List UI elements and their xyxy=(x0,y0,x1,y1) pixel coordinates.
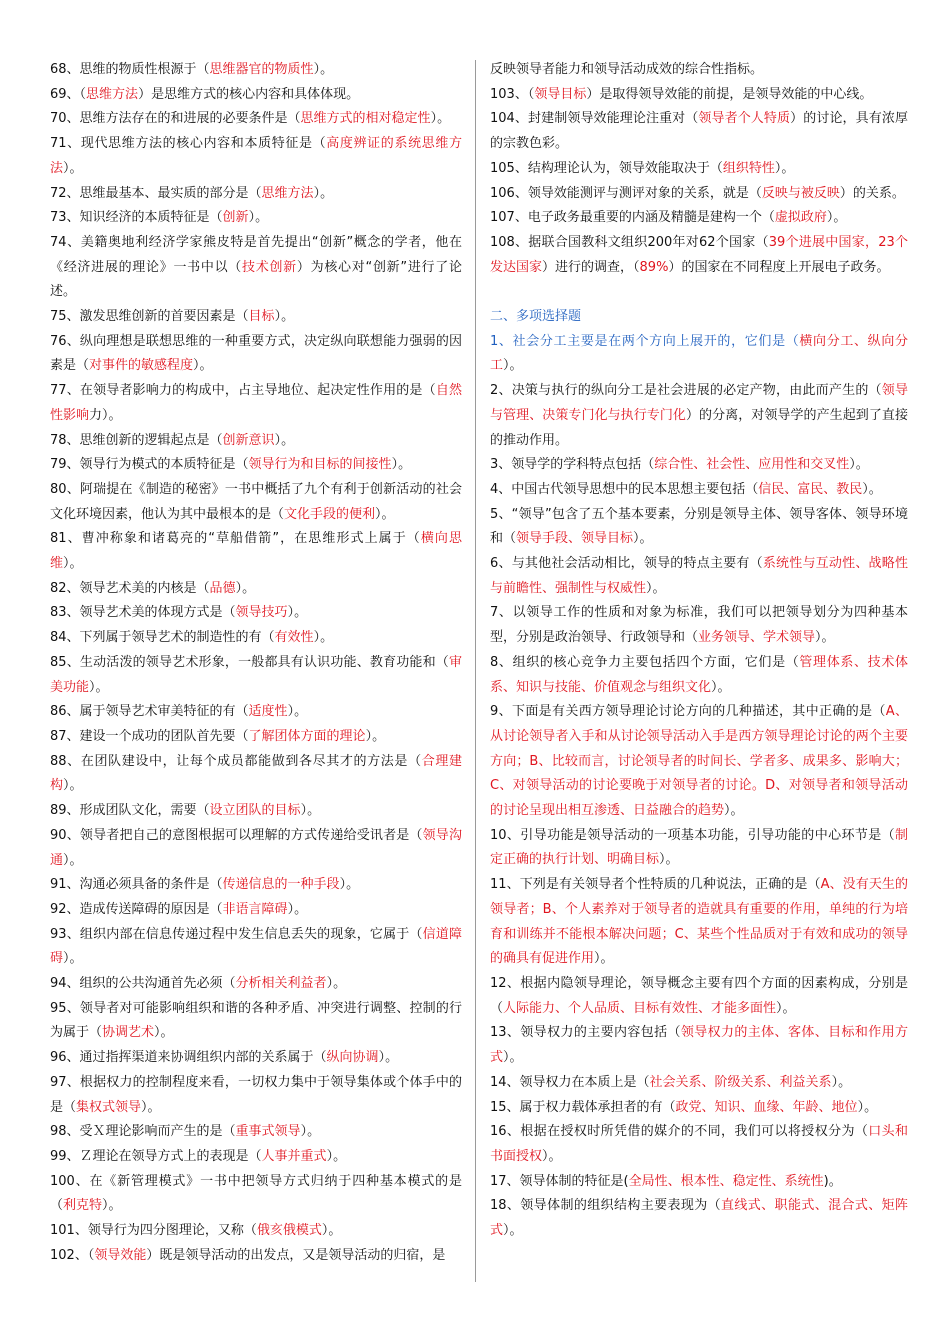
answer-text: 综合性、社会性、应用性和交叉性 xyxy=(654,457,850,473)
answer-text: 社会关系、阶级关系、利益关系 xyxy=(649,1074,832,1090)
question-item xyxy=(490,231,908,280)
answer-text: 横向分工、纵向分工 xyxy=(490,333,908,374)
question-item xyxy=(490,58,908,83)
question-item xyxy=(50,626,462,651)
question-text: ）。 xyxy=(102,1198,122,1214)
question-item xyxy=(490,107,908,156)
question-text: ）。 xyxy=(63,160,83,176)
answer-text: 虚拟政府 xyxy=(774,210,827,226)
question-text: ）。 xyxy=(235,580,256,596)
answer-text: 合理建构 xyxy=(50,753,462,794)
question-text: ）的分离，对领导学的产生起到了直接的推动作用。 xyxy=(490,407,908,448)
question-text: ）。 xyxy=(659,852,679,868)
question-text: ）。 xyxy=(430,111,451,127)
question-item xyxy=(490,1071,908,1096)
answer-text: 集权式领导 xyxy=(76,1099,142,1115)
answer-text: 分析相关利益者 xyxy=(235,976,327,992)
answer-text: 审美功能 xyxy=(50,654,462,695)
answer-text: 思维方法 xyxy=(86,86,139,102)
question-item xyxy=(50,923,462,972)
question-item xyxy=(50,725,462,750)
question-text: 106、领导效能测评与测评对象的关系，就是（ xyxy=(490,185,762,201)
answer-text: 思维器官的物质性 xyxy=(209,62,314,77)
question-text: ）。 xyxy=(300,803,321,819)
question-item xyxy=(50,132,462,181)
question-text: ）的讨论，具有浓厚的宗教色彩。 xyxy=(490,111,908,152)
question-item xyxy=(50,750,462,799)
question-text: ）的关系。 xyxy=(839,185,905,201)
question-text: ）。 xyxy=(633,531,653,547)
question-text: 18、领导体制的组织结构主要表现为（ xyxy=(490,1198,722,1214)
question-item xyxy=(50,1145,462,1170)
answer-text: 目标 xyxy=(248,309,275,325)
question-text: 89、形成团队文化，需要（ xyxy=(50,803,210,819)
question-item xyxy=(490,83,908,108)
question-item xyxy=(50,83,462,108)
question-text: 75、激发思维创新的首要因素是（ xyxy=(50,309,249,325)
question-text: ）为核心对“创新”进行了论述。 xyxy=(50,259,462,300)
question-item xyxy=(50,898,462,923)
question-item xyxy=(490,379,908,453)
answer-text: 组织特性 xyxy=(722,160,775,176)
question-text: 99、Ｚ理论在领导方式上的表现是（ xyxy=(50,1148,262,1164)
answer-text: 对事件的敏感程度 xyxy=(89,358,194,374)
question-text: 90、领导者把自己的意图根据可以理解的方式传递给受讯者是（ xyxy=(50,827,423,843)
answer-text: 全局性、根本性、稳定性、系统性 xyxy=(628,1173,824,1189)
question-text: 4、中国古代领导思想中的民本思想主要包括（ xyxy=(490,481,759,497)
question-text: ）是思维方式的核心内容和具体体现。 xyxy=(138,86,360,102)
question-text: 83、领导艺术美的体现方式是（ xyxy=(50,605,236,621)
answer-text: 89% xyxy=(639,259,669,275)
question-item xyxy=(490,651,908,700)
question-text: ）。 xyxy=(503,1223,523,1239)
question-text: 108、据联合国教科文组织200年对62个国家（ xyxy=(490,234,769,250)
question-item xyxy=(50,231,462,305)
question-item xyxy=(50,182,462,207)
question-text: ）。 xyxy=(724,803,744,819)
question-text: 68、思维的物质性根源于（ xyxy=(50,62,210,77)
question-text: 12、根据内隐领导理论，领导概念主要有四个方面的因素构成，分别是（ xyxy=(490,976,908,1016)
question-text: 93、组织内部在信息传递过程中发生信息丢失的现象，它属于（ xyxy=(50,926,423,942)
question-text: 77、在领导者影响力的构成中，占主导地位、起决定性作用的是（ xyxy=(50,383,436,399)
question-text: 74、美籍奥地利经济学家熊皮特是首先提出“创新”概念的学者，他在《经济进展的理论》一书中以（ xyxy=(50,234,462,275)
question-text: ）。 xyxy=(313,185,334,201)
answer-text: 设立团队的目标 xyxy=(209,803,301,819)
question-text: ）。 xyxy=(391,457,412,473)
question-text: 92、造成传送障碍的原因是（ xyxy=(50,901,223,917)
question-text: 73、知识经济的本质特征是（ xyxy=(50,210,223,226)
question-text: ）。 xyxy=(154,1025,174,1041)
question-item xyxy=(490,182,908,207)
answer-text: 非语言障碍 xyxy=(222,901,288,917)
question-text: 13、领导权力的主要内容包括（ xyxy=(490,1025,681,1041)
question-item xyxy=(50,799,462,824)
answer-text: 直线式、职能式、混合式、矩阵式 xyxy=(490,1198,908,1239)
multiple-choice-list xyxy=(490,330,908,1244)
question-item xyxy=(50,478,462,527)
question-item xyxy=(490,206,908,231)
question-text: 70、思维方法存在的和进展的必要条件是（ xyxy=(50,111,301,127)
question-text: 97、根据权力的控制程度来看，一切权力集中于领导集体或个体手中的是（ xyxy=(50,1074,462,1115)
question-item xyxy=(490,873,908,972)
question-item xyxy=(50,206,462,231)
question-text: ）。 xyxy=(63,951,83,967)
answer-text: 自然性影响 xyxy=(50,383,462,423)
question-text: 17、领导体制的特征是( xyxy=(490,1173,629,1189)
answer-text: 适度性 xyxy=(248,704,288,720)
question-text: 6、与其他社会活动相比，领导的特点主要有（ xyxy=(490,556,763,572)
question-text: 14、领导权力在本质上是（ xyxy=(490,1074,650,1090)
question-text: 104、封建制领导效能理论注重对（ xyxy=(490,111,699,127)
question-item xyxy=(490,1120,908,1169)
answer-text: 领导目标 xyxy=(534,86,587,102)
question-text: 8、组织的核心竞争力主要包括四个方面，它们是（ xyxy=(490,654,800,670)
answer-text: 利克特 xyxy=(63,1198,103,1214)
question-text: 86、属于领导艺术审美特征的有（ xyxy=(50,704,249,720)
answer-text: 重事式领导 xyxy=(235,1124,301,1140)
question-item xyxy=(50,1071,462,1120)
question-text: 11、下列是有关领导者个性特质的几种说法，正确的是（ xyxy=(490,877,821,893)
question-text: ）。 xyxy=(774,160,795,176)
answer-text: 创新 xyxy=(222,210,249,226)
answer-text: 有效性 xyxy=(274,630,314,646)
question-text: 103、（ xyxy=(490,86,535,102)
question-item xyxy=(490,330,908,379)
question-text: ）。 xyxy=(193,358,213,374)
question-text: ）。 xyxy=(503,1050,523,1066)
question-item xyxy=(50,972,462,997)
answer-text: A、没有天生的领导者；B、个人素养对于领导者的造就具有重要的作用，单纯的行为培育和训练并不能根本解决问题；C、某些个性品质对于有效和成功的领导的确具有促进作用 xyxy=(490,877,908,967)
question-text: 81、曹冲称象和诸葛亮的“草船借箭”，在思维形式上属于（ xyxy=(50,531,421,547)
question-text: 69、（ xyxy=(50,86,87,102)
question-text: ）。 xyxy=(274,432,295,448)
question-item xyxy=(50,429,462,454)
question-item xyxy=(490,552,908,601)
question-item xyxy=(490,700,908,824)
question-text: 2、决策与执行的纵向分工是社会进展的必定产物，由此而产生的（ xyxy=(490,383,882,399)
question-text: 79、领导行为模式的本质特征是（ xyxy=(50,457,249,473)
question-text: 84、下列属于领导艺术的制造性的有（ xyxy=(50,630,275,646)
single-choice-continuation xyxy=(490,58,908,280)
question-text: 反映领导者能力和领导活动成效的综合性指标。 xyxy=(490,62,764,77)
answer-text: 领导效能 xyxy=(94,1247,147,1263)
question-text: 7、以领导工作的性质和对象为标准，我们可以把领导划分为四种基本型，分别是政治领导、行政领导和（ xyxy=(490,605,908,646)
answer-text: 制定正确的执行计划、明确目标 xyxy=(490,827,908,868)
question-item xyxy=(50,577,462,602)
question-item xyxy=(490,601,908,650)
answer-text: 文化手段的便利 xyxy=(284,506,376,522)
question-text: ）是取得领导效能的前提，是领导效能的中心线。 xyxy=(586,86,873,102)
question-text: ）。 xyxy=(375,506,395,522)
answer-text: 政党、知识、血缘、年龄、地位 xyxy=(675,1099,858,1115)
question-item xyxy=(490,824,908,873)
question-item xyxy=(50,58,462,83)
question-text: 78、思维创新的逻辑起点是（ xyxy=(50,432,223,448)
question-item xyxy=(50,651,462,700)
question-item xyxy=(50,873,462,898)
question-text: ）。 xyxy=(815,630,835,646)
question-item xyxy=(490,1021,908,1070)
answer-text: 领导权力的主体、客体、目标和作用方式 xyxy=(490,1025,908,1066)
answer-text: 领导行为和目标的间接性 xyxy=(248,457,392,473)
question-text: 91、沟通必须具备的条件是（ xyxy=(50,877,223,893)
question-text: 76、纵向理想是联想思维的一种重要方式，决定纵向联想能力强弱的因素是（ xyxy=(50,333,462,374)
answer-text: 思维方法 xyxy=(261,185,314,201)
answer-text: 创新意识 xyxy=(222,432,275,448)
answer-text: 横向思维 xyxy=(50,531,462,572)
answer-text: 协调艺术 xyxy=(102,1025,155,1041)
question-text: ）。 xyxy=(776,1000,796,1016)
question-text: ）。 xyxy=(849,457,869,473)
question-text: 95、领导者对可能影响组织和谐的各种矛盾、冲突进行调整、控制的行为属于（ xyxy=(50,1000,462,1041)
answer-text: 了解团体方面的理论 xyxy=(248,728,366,744)
answer-text: 高度辨证的系统思维方法 xyxy=(50,136,462,176)
question-text: ）的国家在不同程度上开展电子政务。 xyxy=(668,259,890,275)
question-text: ）。 xyxy=(313,630,334,646)
question-text: 82、领导艺术美的内核是（ xyxy=(50,580,210,596)
question-text: 88、在团队建设中，让每个成员都能做到各尽其才的方法是（ xyxy=(50,753,422,769)
question-text: ）。 xyxy=(326,1148,347,1164)
question-text: 87、建设一个成功的团队首先要（ xyxy=(50,728,249,744)
question-text: ）既是领导活动的出发点，又是领导活动的归宿，是 xyxy=(146,1247,446,1263)
question-text: 100、在《新管理模式》一书中把领导方式归纳于四种基本模式的是（ xyxy=(50,1173,462,1214)
question-text: 107、电子政务最重要的内涵及精髓是建构一个（ xyxy=(490,210,775,226)
question-text: ）。 xyxy=(321,1223,342,1239)
question-text: ）。 xyxy=(646,580,666,596)
question-text: ）。 xyxy=(89,679,109,695)
question-item xyxy=(50,107,462,132)
answer-text: 技术创新 xyxy=(242,259,297,275)
question-text: ）。 xyxy=(339,877,360,893)
answer-text: 领导与管理、决策专门化与执行专门化 xyxy=(490,383,908,423)
question-item xyxy=(490,1194,908,1243)
question-item xyxy=(50,379,462,428)
question-text: 71、现代思维方法的核心内容和本质特征是（ xyxy=(50,136,327,152)
question-text: 85、生动活泼的领导艺术形象，一般都具有认识功能、教育功能和（ xyxy=(50,654,449,670)
question-text: ）。 xyxy=(287,901,308,917)
question-text: ）。 xyxy=(63,852,83,868)
question-text: ）。 xyxy=(542,1148,562,1164)
question-item xyxy=(50,305,462,330)
right-column xyxy=(490,58,908,1244)
column-divider xyxy=(475,60,476,1282)
answer-text: 纵向协调 xyxy=(326,1050,379,1066)
question-item xyxy=(50,601,462,626)
answer-text: 管理体系、技术体系、知识与技能、价值观念与组织文化 xyxy=(490,654,908,695)
question-text: ）。 xyxy=(300,1124,321,1140)
answer-text: 信道障碍 xyxy=(50,926,462,967)
question-item xyxy=(50,527,462,576)
question-item xyxy=(490,157,908,182)
question-text: ）进行的调查，（ xyxy=(542,259,640,275)
question-text: 1、社会分工主要是在两个方向上展开的，它们是（ xyxy=(490,333,800,349)
answer-text: 俄亥俄模式 xyxy=(256,1223,322,1239)
question-text: 94、组织的公共沟通首先必须（ xyxy=(50,976,236,992)
question-text: ）。 xyxy=(287,605,308,621)
answer-text: A、从讨论领导者入手和从讨论领导活动入手是西方领导理论讨论的两个主要方向；B、比较而言，讨论领导者的时间长、学者多、成果多、影响大；C、对领导活动的讨论要晚于对领导者的讨论。D、对领导者和领导活动的讨论呈现出相互渗透、日益融合的趋势 xyxy=(490,704,908,819)
question-text: 15、属于权力载体承担者的有（ xyxy=(490,1099,676,1115)
answer-text: 人事并重式 xyxy=(261,1148,327,1164)
question-text: ）。 xyxy=(63,556,83,572)
question-text: ）。 xyxy=(141,1099,161,1115)
answer-text: 39个进展中国家，23个发达国家 xyxy=(490,234,908,275)
answer-text: 领导沟通 xyxy=(50,827,462,868)
answer-text: 领导者个人特质 xyxy=(698,111,791,127)
question-text: ）。 xyxy=(326,976,347,992)
question-text: ）。 xyxy=(287,704,308,720)
question-item xyxy=(50,1046,462,1071)
question-text: ）。 xyxy=(503,358,523,374)
section-title: 二、多项选择题 xyxy=(490,309,582,325)
question-text: 10、引导功能是领导活动的一项基本功能，引导功能的中心环节是（ xyxy=(490,827,895,843)
answer-text: 领导手段、领导目标 xyxy=(516,531,634,547)
answer-text: 人际能力、个人品质、目标有效性、才能多面性 xyxy=(503,1000,777,1016)
question-item xyxy=(50,997,462,1046)
answer-text: 业务领导、学术领导 xyxy=(698,630,816,646)
answer-text: 传递信息的一种手段 xyxy=(222,877,340,893)
question-text: 72、思维最基本、最实质的部分是（ xyxy=(50,185,262,201)
question-text: 5、“领导”包含了五个基本要素，分别是领导主体、领导客体、领导环境和（ xyxy=(490,506,908,547)
question-text: ）。 xyxy=(594,951,614,967)
question-text: 96、通过指挥渠道来协调组织内部的关系属于（ xyxy=(50,1050,327,1066)
question-item xyxy=(50,1219,462,1244)
question-text: ）。 xyxy=(378,1050,399,1066)
question-item xyxy=(50,700,462,725)
question-item xyxy=(50,1170,462,1219)
question-text: ）。 xyxy=(857,1099,878,1115)
question-item xyxy=(50,1120,462,1145)
question-text: 9、下面是有关西方领导理论讨论方向的几种描述，其中正确的是（ xyxy=(490,704,886,720)
question-text: ）。 xyxy=(862,481,882,497)
question-item xyxy=(50,824,462,873)
question-item xyxy=(490,478,908,503)
question-text: ）。 xyxy=(365,728,386,744)
question-text: ）。 xyxy=(826,210,847,226)
question-text: 3、领导学的学科特点包括（ xyxy=(490,457,655,473)
question-item xyxy=(490,453,908,478)
question-text: ）。 xyxy=(248,210,269,226)
question-item xyxy=(50,330,462,379)
question-item xyxy=(50,1244,462,1269)
left-column xyxy=(50,58,462,1268)
question-text: ）。 xyxy=(831,1074,852,1090)
answer-text: 系统性与互动性、战略性与前瞻性、强制性与权威性 xyxy=(490,556,908,596)
question-item xyxy=(490,972,908,1021)
question-text: 80、阿瑞提在《制造的秘密》一书中概括了九个有利于创新活动的社会文化环境因素，他认为其中最根本的是（ xyxy=(50,481,462,522)
question-text: 101、领导行为四分图理论，又称（ xyxy=(50,1223,257,1239)
answer-text: 品德 xyxy=(209,580,236,596)
question-text: 102、（ xyxy=(50,1247,95,1263)
question-text: ）。 xyxy=(274,309,295,325)
question-text: ）。 xyxy=(711,679,731,695)
question-text: 98、受Ｘ理论影响而产生的是（ xyxy=(50,1124,236,1140)
answer-text: 信民、富民、教民 xyxy=(758,481,863,497)
answer-text: 口头和书面授权 xyxy=(490,1124,908,1164)
question-item xyxy=(490,503,908,552)
question-text: 105、结构理论认为，领导效能取决于（ xyxy=(490,160,723,176)
answer-text: 领导技巧 xyxy=(235,605,288,621)
question-text: 16、根据在授权时所凭借的媒介的不同，我们可以将授权分为（ xyxy=(490,1124,869,1140)
question-item xyxy=(490,1096,908,1121)
question-item xyxy=(490,1170,908,1195)
question-text: ）。 xyxy=(63,778,83,794)
question-text: )。 xyxy=(823,1173,842,1189)
question-text: ）。 xyxy=(313,62,334,77)
question-text: 力）。 xyxy=(89,407,122,423)
question-item xyxy=(50,453,462,478)
answer-text: 思维方式的相对稳定性 xyxy=(300,111,431,127)
answer-text: 反映与被反映 xyxy=(761,185,840,201)
